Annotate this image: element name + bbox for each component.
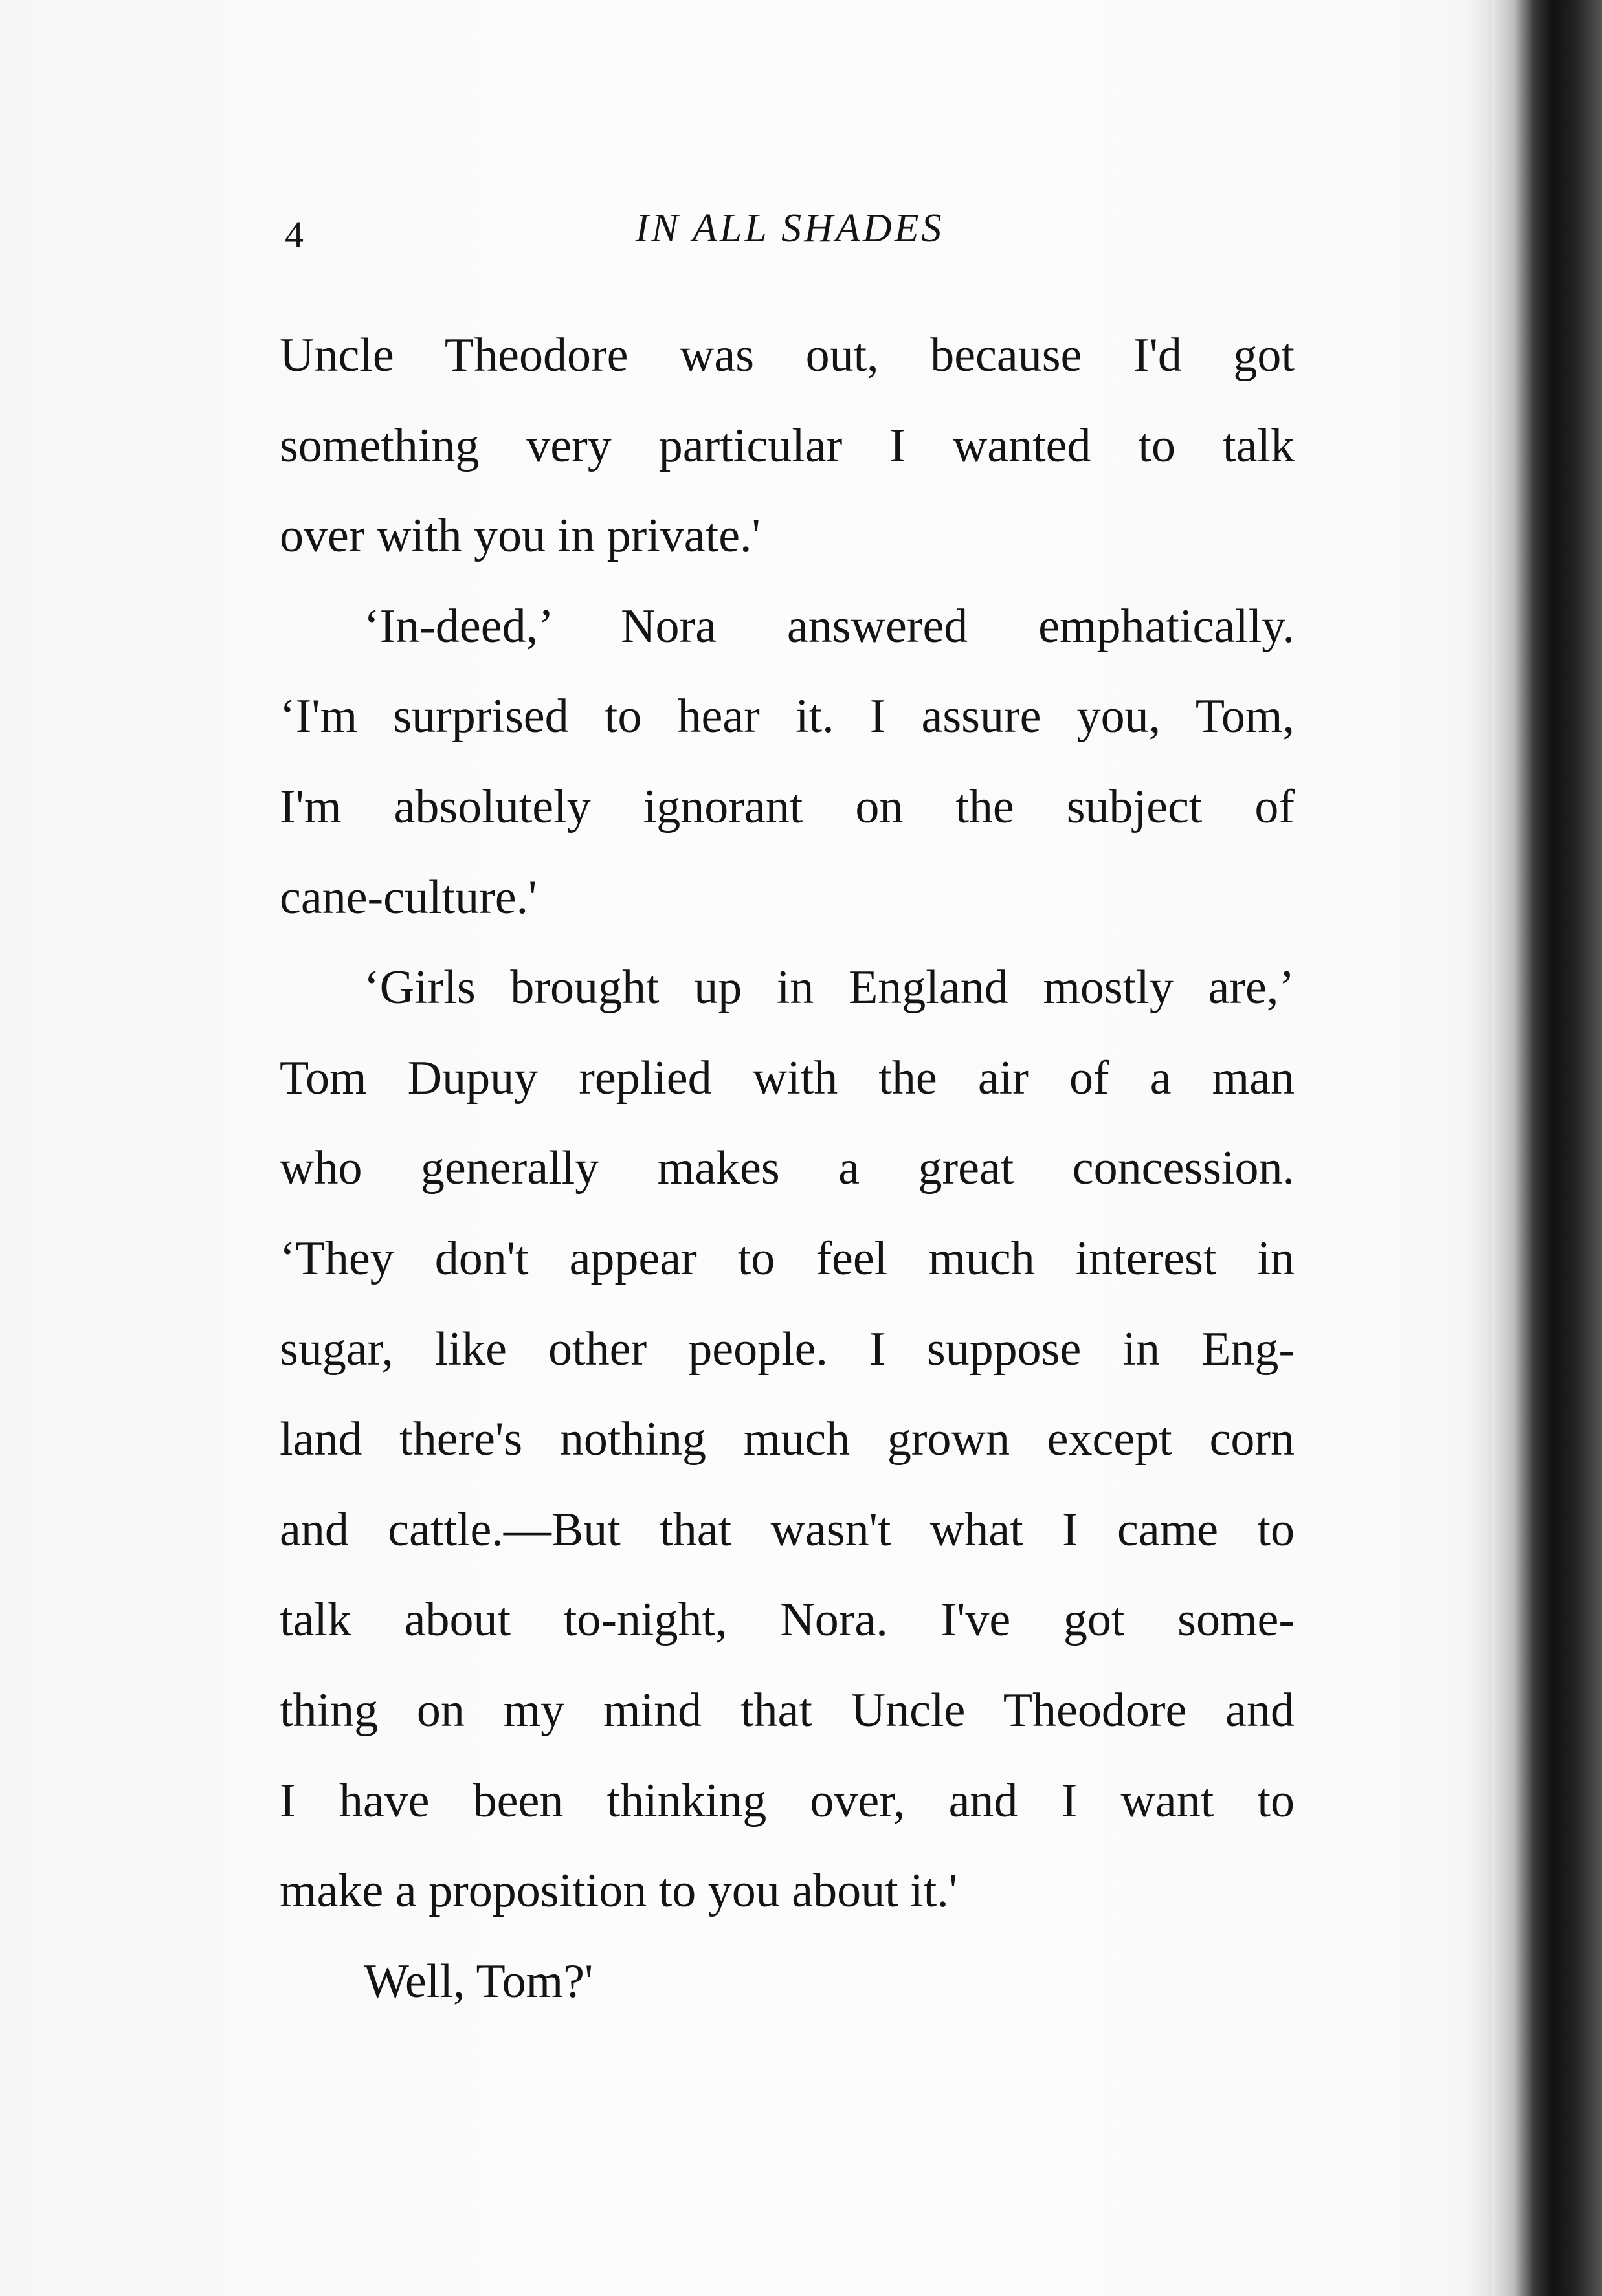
text-line: I have been thinking over, and I want to — [280, 1774, 1295, 1827]
text-line: talk about to-night, Nora. I've got some- — [280, 1593, 1295, 1647]
text-line: Tom Dupuy replied with the air of a man — [280, 1051, 1295, 1105]
text-line: and cattle.—But that wasn't what I came to — [280, 1503, 1295, 1556]
text-line: I'm absolutely ignorant on the subject of — [280, 780, 1295, 833]
book-binding-edge — [1492, 0, 1602, 2296]
text-line: sugar, like other people. I suppose in Eng- — [280, 1322, 1295, 1376]
text-line: ‘They don't appear to feel much interest in — [280, 1231, 1295, 1285]
text-line: make a proposition to you about it.' — [280, 1864, 958, 1918]
text-line: Well, Tom?' — [364, 1954, 594, 2008]
page-gutter-shadow — [1466, 0, 1492, 2296]
text-line: ‘Girls brought up in England mostly are,’ — [364, 961, 1295, 1015]
page-header — [285, 206, 1295, 258]
text-line: something very particular I wanted to talk — [280, 419, 1295, 472]
text-line: over with you in private.' — [280, 509, 761, 563]
text-line: cane-culture.' — [280, 870, 537, 924]
body-text — [280, 311, 1295, 2027]
page-number: 4 — [285, 214, 304, 256]
text-line: ‘I'm surprised to hear it. I assure you, Tom, — [280, 690, 1295, 744]
text-line: land there's nothing much grown except corn — [280, 1413, 1295, 1466]
text-line: thing on my mind that Uncle Theodore and — [280, 1683, 1295, 1737]
text-line: who generally makes a great concession. — [280, 1142, 1295, 1195]
text-line: Uncle Theodore was out, because I'd got — [280, 329, 1295, 382]
running-title: IN ALL SHADES — [635, 206, 944, 250]
text-line: ‘In-deed,’ Nora answered emphatically. — [364, 599, 1295, 653]
